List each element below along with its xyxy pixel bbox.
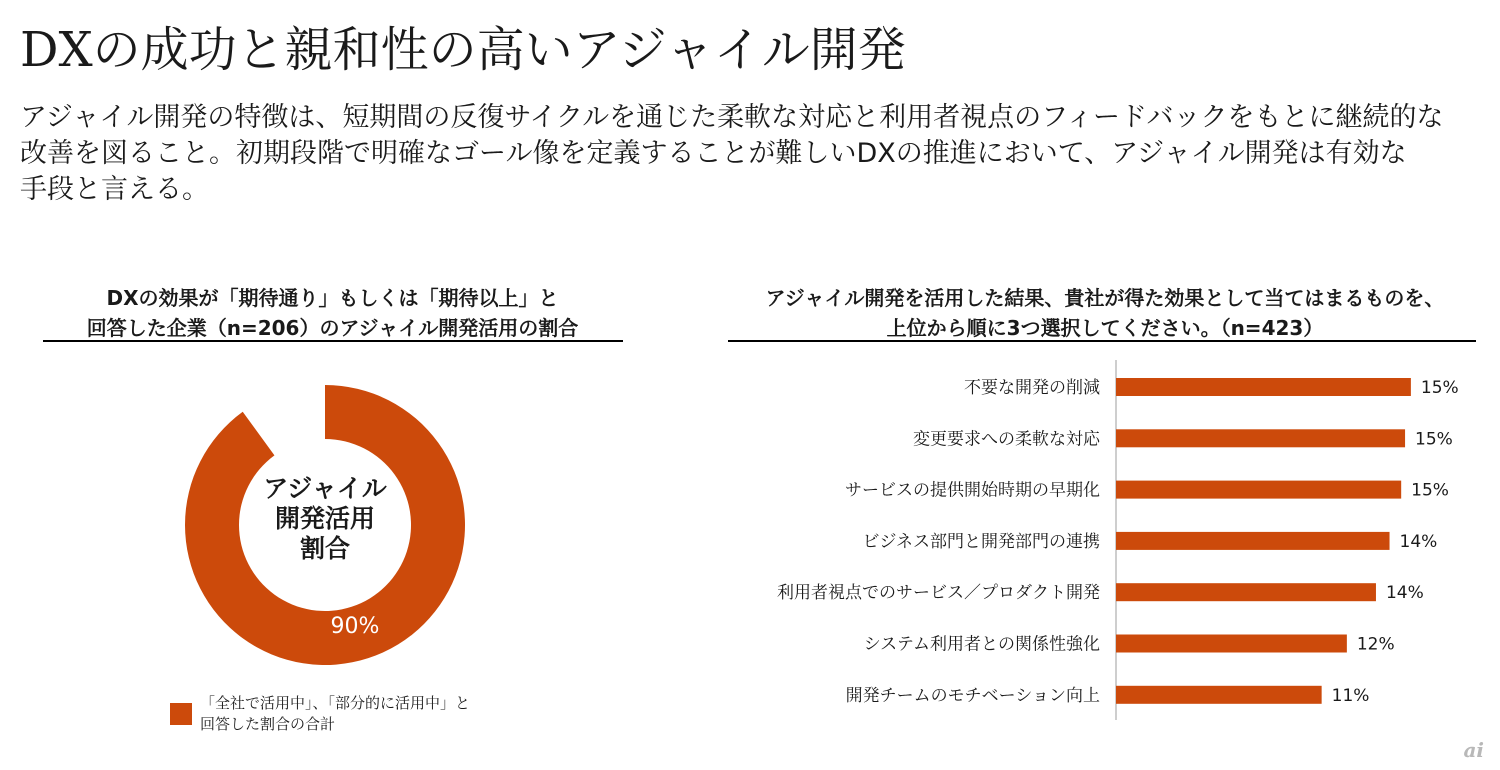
legend-line: 「全社で活用中」、「部分的に活用中」と bbox=[200, 694, 471, 712]
ai-logo: ai bbox=[1463, 738, 1484, 762]
donut-chart-title bbox=[40, 283, 625, 343]
bar bbox=[1116, 635, 1347, 653]
donut-title-line: DXの効果が「期待通り」もしくは「期待以上」と bbox=[106, 286, 559, 310]
bar-chart bbox=[728, 360, 1488, 720]
bar-value-label: 15% bbox=[1420, 378, 1459, 398]
bar-title-rule bbox=[728, 340, 1476, 342]
bar-category-label: 変更要求への柔軟な対応 bbox=[913, 429, 1100, 450]
donut-title-rule bbox=[43, 340, 623, 342]
donut-center-label: 割合 bbox=[299, 534, 351, 563]
donut-chart bbox=[175, 375, 475, 675]
bar-title-line: 上位から順に3つ選択してください。（n=423） bbox=[886, 316, 1324, 340]
page-title: DXの成功と親和性の高いアジャイル開発 bbox=[20, 22, 906, 78]
bar-value-label: 11% bbox=[1331, 685, 1370, 706]
lead-line: アジャイル開発の特徴は、短期間の反復サイクルを通じた柔軟な対応と利用者視点のフィードバックをもとに継続的な bbox=[20, 102, 1444, 133]
bar-value-label: 15% bbox=[1411, 480, 1449, 501]
lead-line: 改善を図ること。初期段階で明確なゴール像を定義することが難しいDXの推進において、アジャイル開発は有効な bbox=[20, 138, 1407, 169]
donut-center-label: 開発活用 bbox=[274, 504, 376, 533]
lead-paragraph bbox=[20, 100, 1480, 208]
legend-text bbox=[200, 693, 470, 735]
bar-category-label: サービスの提供開始時期の早期化 bbox=[845, 480, 1100, 501]
donut-center-label: アジャイル bbox=[263, 474, 387, 503]
donut-title-line: 回答した企業（n=206）のアジャイル開発活用の割合 bbox=[86, 316, 579, 340]
bar bbox=[1116, 532, 1390, 550]
bar-chart-title bbox=[725, 283, 1485, 343]
bar-category-label: システム利用者との関係性強化 bbox=[863, 634, 1100, 655]
bar-category-label: 開発チームのモチベーション向上 bbox=[845, 685, 1100, 706]
bar-value-label: 15% bbox=[1415, 429, 1453, 450]
bar-value-label: 14% bbox=[1399, 531, 1438, 552]
bar bbox=[1116, 583, 1376, 601]
bar bbox=[1116, 686, 1322, 704]
bar-category-label: 不要な開発の削減 bbox=[964, 378, 1100, 398]
bar bbox=[1116, 481, 1401, 499]
bar-value-label: 14% bbox=[1385, 583, 1424, 604]
lead-line: 手段と言える。 bbox=[20, 174, 209, 205]
bar-category-label: 利用者視点でのサービス／プロダクト開発 bbox=[777, 583, 1100, 604]
legend-line: 回答した割合の合計 bbox=[200, 715, 336, 733]
bar-title-line: アジャイル開発を活用した結果、貴社が得た効果として当てはまるものを、 bbox=[765, 286, 1445, 310]
bar bbox=[1116, 378, 1411, 396]
donut-value-label: 90% bbox=[330, 614, 380, 639]
bar bbox=[1116, 429, 1405, 447]
bar-category-label: ビジネス部門と開発部門の連携 bbox=[862, 531, 1100, 552]
legend-swatch bbox=[170, 703, 192, 725]
bar-value-label: 12% bbox=[1356, 634, 1395, 655]
